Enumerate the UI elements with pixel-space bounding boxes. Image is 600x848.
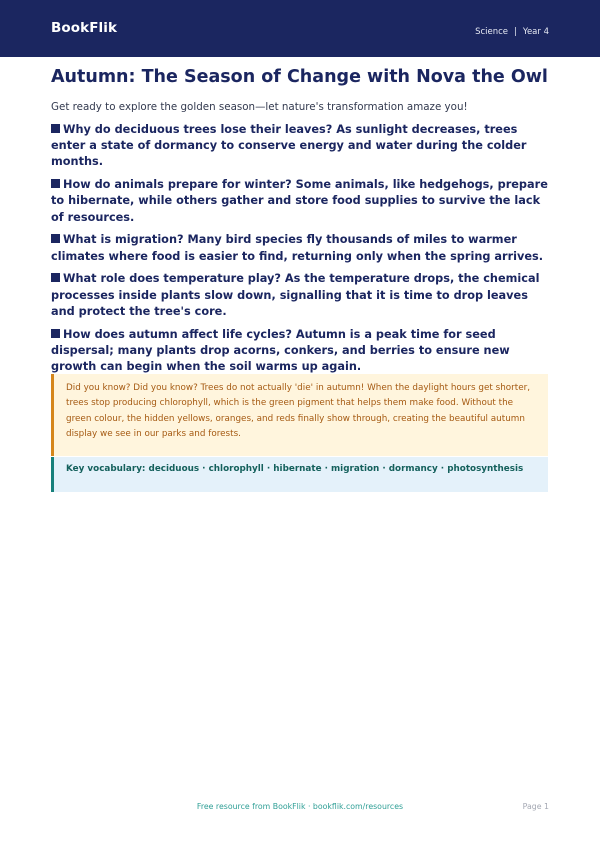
question-text: What is migration? Many bird species fly thousands of miles to warmer climates where food is easier to find, returning only when the spring arrives. [51, 233, 544, 263]
footer-credit-link[interactable]: Free resource from BookFlik · bookflik.com/resources [196, 802, 404, 811]
year-label: Year 4 [522, 27, 549, 37]
subject-label: Science [475, 27, 509, 37]
list-item [51, 177, 551, 226]
intro-text: Get ready to explore the golden season—let nature's transformation amaze you! [51, 101, 468, 113]
brand-logo[interactable]: BookFlik [51, 20, 118, 36]
vocabulary-text: Key vocabulary: deciduous · chlorophyll · hibernate · migration · dormancy · photosynthesis [66, 464, 524, 474]
list-item [51, 232, 551, 264]
square-bullet-icon [51, 124, 60, 133]
page-header [0, 0, 600, 57]
key-vocabulary-box [51, 457, 548, 492]
square-bullet-icon [51, 329, 60, 338]
question-text: How does autumn affect life cycles? Autumn is a peak time for seed dispersal; many plants drop acorns, conkers, and berries to ensure new growth can begin when the soil warms up again. [51, 327, 510, 374]
question-text: How do animals prepare for winter? Some animals, like hedgehogs, prepare to hibernate, while others gather and store food supplies to survive the lack of resources. [51, 178, 548, 224]
question-list [51, 122, 551, 382]
subject-year-label [475, 28, 549, 37]
question-text: What role does temperature play? As the temperature drops, the chemical processes inside plants slow down, signalling that it is time to drop leaves and protect the tree's core. [51, 272, 540, 318]
square-bullet-icon [51, 234, 60, 243]
question-text: Why do deciduous trees lose their leaves? As sunlight decreases, trees enter a state of dormancy to conserve energy and water during the colder months. [51, 123, 527, 169]
page-number: Page 1 [522, 802, 549, 811]
square-bullet-icon [51, 273, 60, 282]
list-item [51, 122, 551, 171]
list-item [51, 271, 551, 320]
list-item [51, 327, 551, 376]
did-you-know-callout [51, 374, 548, 456]
meta-separator: | [514, 27, 517, 37]
page-title: Autumn: The Season of Change with Nova the Owl [51, 67, 548, 87]
callout-text: Did you know? Did you know? Trees do not actually 'die' in autumn! When the daylight hours get shorter, trees stop producing chlorophyll, which is the green pigment that helps them make food. Without the green colour, the hidden yellows, oranges, and reds finally show through, creating the beautiful autumn display we see in our parks and forests. [66, 383, 531, 440]
square-bullet-icon [51, 179, 60, 188]
